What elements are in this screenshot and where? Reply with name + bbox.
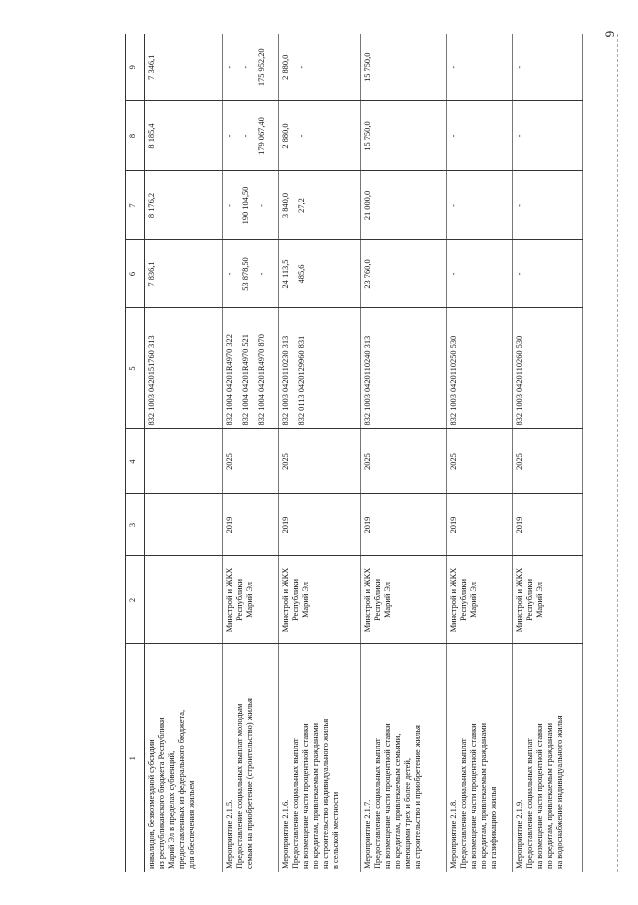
cell-line: 832 1003 0420110250 530: [449, 335, 458, 426]
cell-line: -: [225, 204, 234, 207]
cell-col-4: 2025: [513, 429, 583, 494]
page-number: 6: [602, 30, 618, 38]
column-header-6: 6: [126, 240, 145, 308]
cell-line: -: [225, 134, 234, 138]
cell-line: Минстрой и ЖКХ: [515, 567, 524, 633]
column-header-8: 8: [126, 101, 145, 171]
cell-col-2: [223, 556, 279, 644]
cell-col-4: 2025: [279, 429, 361, 494]
cell-line: 7 346,1: [147, 54, 156, 80]
table-row: [223, 34, 279, 872]
cell-line: 8 185,4: [147, 123, 156, 149]
cell-line: -: [449, 272, 458, 276]
cell-col-6: [361, 240, 447, 308]
cell-col-8: [361, 101, 447, 171]
cell-line: Марий Эл: [382, 582, 392, 619]
cell-line: -: [449, 134, 458, 138]
cell-line: -: [225, 65, 234, 69]
cell-col-8: [223, 101, 279, 171]
cell-col-7: [447, 171, 513, 240]
cell-line: Минстрой и ЖКХ: [281, 567, 290, 633]
cell-line: Марий Эл: [300, 582, 310, 619]
cell-col-6: [513, 240, 583, 308]
cell-line: 8 176,2: [147, 192, 156, 219]
bottom-divider: [617, 34, 618, 872]
table-body: [145, 34, 583, 872]
cell-col-1: [223, 644, 279, 872]
cell-col-8: [279, 101, 361, 171]
cell-line: Марий Эл в пределах субвенций,: [166, 750, 176, 869]
cell-line: на строительство индивидуального жилья: [320, 718, 330, 869]
cell-line: 7 836,1: [147, 261, 156, 287]
cell-line: из республиканского бюджета Республики: [156, 717, 166, 869]
cell-col-2: [279, 556, 361, 644]
cell-col-3: 2019: [223, 494, 279, 556]
cell-line: на газификацию жилья: [488, 786, 498, 869]
cell-col-9: [279, 34, 361, 101]
cell-col-6: [447, 240, 513, 308]
column-header-7: 7: [126, 171, 145, 240]
cell-line: 24 113,5: [281, 259, 290, 289]
cell-col-3: 2019: [279, 494, 361, 556]
cell-line: Предоставление социальных выплат: [372, 738, 382, 869]
cell-col-6: [145, 240, 223, 308]
cell-col-5: [279, 308, 361, 429]
column-header-1: 1: [126, 644, 145, 872]
cell-line: 2 880,0: [281, 123, 290, 149]
cell-col-8: [447, 101, 513, 171]
cell-line: Марий Эл: [534, 582, 544, 619]
cell-col-4: 2025: [447, 429, 513, 494]
cell-line: -: [241, 134, 250, 138]
program-activities-table: [125, 34, 583, 872]
cell-line: -: [225, 272, 234, 276]
cell-line: Предоставление социальных выплат: [458, 738, 468, 869]
cell-col-1: [279, 644, 361, 872]
cell-line: по кредитам, привлекаемым гражданами: [478, 722, 488, 869]
cell-col-1: [513, 644, 583, 872]
cell-line: Марий Эл: [468, 582, 478, 619]
cell-line: 190 104,50: [241, 186, 250, 225]
cell-line: по кредитам, привлекаемым гражданами: [544, 722, 554, 869]
cell-line: Минстрой и ЖКХ: [363, 567, 372, 633]
cell-col-7: [279, 171, 361, 240]
cell-col-9: [447, 34, 513, 101]
cell-line: для обеспечения жильем: [186, 780, 196, 869]
cell-col-2: [145, 556, 223, 644]
cell-line: -: [297, 134, 306, 138]
table-row: [447, 34, 513, 872]
cell-col-8: [145, 101, 223, 171]
cell-col-2: [447, 556, 513, 644]
cell-col-3: 2019: [361, 494, 447, 556]
cell-col-7: [145, 171, 223, 240]
cell-col-4: 2025: [361, 429, 447, 494]
cell-line: Мероприятие 2.1.6.: [281, 799, 290, 869]
cell-line: Минстрой и ЖКХ: [225, 567, 234, 633]
cell-col-9: [145, 34, 223, 101]
cell-line: на водоснабжение индивидуального жилья: [554, 715, 564, 869]
cell-line: на возмещение части процентной ставки: [300, 723, 310, 869]
cell-line: на возмещение части процентной ставки: [468, 723, 478, 869]
cell-line: на строительство и приобретение жилья: [412, 725, 422, 869]
cell-line: 2 880,0: [281, 54, 290, 80]
cell-col-3: [145, 494, 223, 556]
cell-line: по кредитам, привлекаемым гражданами: [310, 722, 320, 869]
cell-line: Мероприятие 2.1.7.: [363, 799, 372, 869]
cell-line: Республики: [372, 579, 382, 622]
cell-line: Предоставление социальных выплат: [290, 738, 300, 869]
cell-line: 3 840,0: [281, 192, 290, 219]
cell-line: Республики: [290, 579, 300, 622]
table-row: [513, 34, 583, 872]
table-row: [145, 34, 223, 872]
table-row: [279, 34, 361, 872]
cell-line: 832 1003 0420151760 313: [147, 335, 156, 426]
cell-col-9: [513, 34, 583, 101]
cell-col-3: 2019: [447, 494, 513, 556]
cell-col-2: [361, 556, 447, 644]
cell-line: предоставленных из федерального бюджета,: [176, 709, 186, 869]
cell-col-9: [223, 34, 279, 101]
cell-line: -: [449, 65, 458, 69]
cell-line: -: [297, 65, 306, 69]
cell-line: -: [257, 272, 266, 276]
cell-line: 23 760,0: [363, 259, 372, 289]
cell-line: 832 1003 0420110240 313: [363, 335, 372, 426]
cell-line: -: [515, 272, 524, 276]
cell-line: 485,6: [297, 264, 306, 284]
cell-line: на возмещение части процентной ставки: [534, 723, 544, 869]
cell-line: имеющими трех и более детей,: [402, 758, 412, 869]
cell-line: 179 067,40: [257, 117, 266, 155]
cell-line: -: [449, 204, 458, 207]
cell-col-7: [513, 171, 583, 240]
cell-col-1: [145, 644, 223, 872]
cell-line: Республики: [458, 579, 468, 622]
cell-line: -: [241, 65, 250, 69]
cell-col-3: 2019: [513, 494, 583, 556]
cell-line: -: [515, 134, 524, 138]
cell-line: 15 750,0: [363, 121, 372, 151]
cell-line: инвалидов, безвозмездной субсидии: [147, 739, 156, 869]
cell-line: Мероприятие 2.1.5.: [225, 799, 234, 869]
cell-col-4: [145, 429, 223, 494]
cell-col-6: [279, 240, 361, 308]
cell-col-5: [223, 308, 279, 429]
cell-line: 175 952,20: [257, 48, 266, 87]
cell-line: 27,2: [297, 198, 306, 213]
cell-line: -: [257, 204, 266, 207]
cell-line: Республики: [524, 579, 534, 622]
cell-line: на возмещение части процентной ставки: [382, 723, 392, 869]
cell-line: Минстрой и ЖКХ: [449, 567, 458, 633]
cell-col-2: [513, 556, 583, 644]
cell-col-5: [361, 308, 447, 429]
header-row: [126, 34, 145, 872]
column-header-4: 4: [126, 429, 145, 494]
cell-col-7: [223, 171, 279, 240]
cell-col-5: [145, 308, 223, 429]
cell-col-1: [361, 644, 447, 872]
rotated-table-container: [125, 34, 623, 872]
cell-line: 15 750,0: [363, 52, 372, 82]
cell-line: по кредитам, привлекаемым семьями,: [392, 733, 402, 869]
column-header-3: 3: [126, 494, 145, 556]
cell-line: 832 1003 0420110230 313: [281, 335, 290, 426]
cell-col-9: [361, 34, 447, 101]
column-header-5: 5: [126, 308, 145, 429]
cell-col-4: 2025: [223, 429, 279, 494]
cell-col-1: [447, 644, 513, 872]
column-header-2: 2: [126, 556, 145, 644]
cell-line: -: [515, 65, 524, 69]
cell-line: 832 1004 04201R4970 322: [225, 334, 234, 426]
table-row: [361, 34, 447, 872]
cell-line: семьям на приобретение (строительство) жилья: [244, 698, 254, 869]
cell-line: 832 0113 0420129960 831: [297, 335, 306, 426]
cell-col-5: [513, 308, 583, 429]
cell-col-6: [223, 240, 279, 308]
cell-line: 832 1003 0420110260 530: [515, 335, 524, 426]
cell-line: Предоставление социальных выплат: [524, 738, 534, 869]
cell-line: 21 000,0: [363, 190, 372, 221]
cell-col-8: [513, 101, 583, 171]
cell-col-5: [447, 308, 513, 429]
cell-line: 832 1004 04201R4970 521: [241, 334, 250, 426]
cell-line: в сельской местности: [330, 791, 340, 869]
column-header-9: 9: [126, 34, 145, 101]
cell-line: Мероприятие 2.1.8.: [449, 799, 458, 869]
cell-line: Мероприятие 2.1.9.: [515, 799, 524, 869]
cell-line: 53 878,50: [241, 257, 250, 291]
cell-line: 832 1004 04201R4970 870: [257, 334, 266, 426]
cell-line: Республики: [234, 579, 244, 622]
cell-line: Предоставление социальных выплат молодым: [234, 703, 244, 869]
cell-col-7: [361, 171, 447, 240]
cell-line: -: [515, 204, 524, 207]
cell-line: Марий Эл: [244, 582, 254, 619]
